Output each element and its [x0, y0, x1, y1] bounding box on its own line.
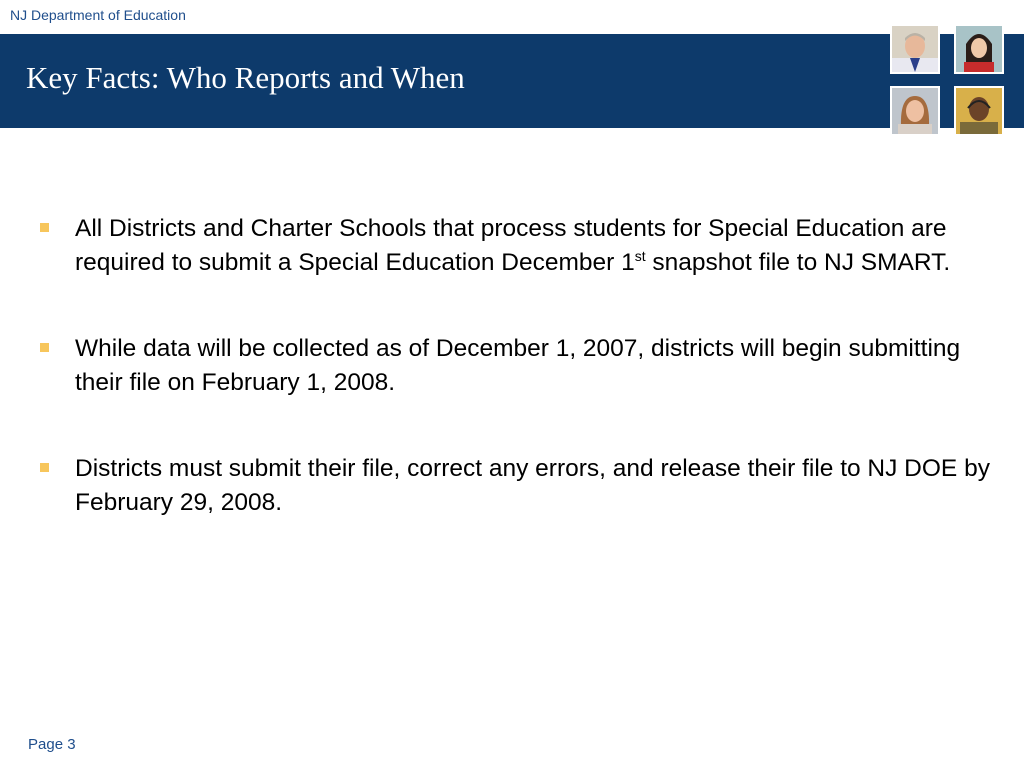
bullet-list — [38, 212, 998, 572]
person-photo-2 — [954, 24, 1004, 74]
bullet-text: All Districts and Charter Schools that process students for Special Education are required to submit a Special Education December 1 — [75, 215, 947, 276]
title-bar — [0, 34, 1024, 128]
square-bullet-icon — [40, 343, 49, 352]
square-bullet-icon — [40, 463, 49, 472]
bullet-item — [38, 212, 998, 280]
bullet-text: While data will be collected as of December 1, 2007, districts will begin submitting their file on February 1, 2008. — [75, 335, 961, 396]
slide-title: Key Facts: Who Reports and When — [26, 60, 465, 95]
page-number: Page 3 — [28, 736, 76, 753]
square-bullet-icon — [40, 223, 49, 232]
bullet-text-continued: snapshot file to NJ SMART. — [645, 249, 951, 276]
bullet-item — [38, 332, 998, 400]
bullet-item — [38, 452, 998, 520]
person-photo-4 — [954, 86, 1004, 136]
person-photo-3 — [890, 86, 940, 136]
bullet-text: Districts must submit their file, correct any errors, and release their file to NJ DOE by February 29, 2008. — [75, 455, 990, 516]
organization-label: NJ Department of Education — [10, 7, 186, 23]
person-photo-1 — [890, 24, 940, 74]
ordinal-superscript: st — [634, 247, 646, 264]
